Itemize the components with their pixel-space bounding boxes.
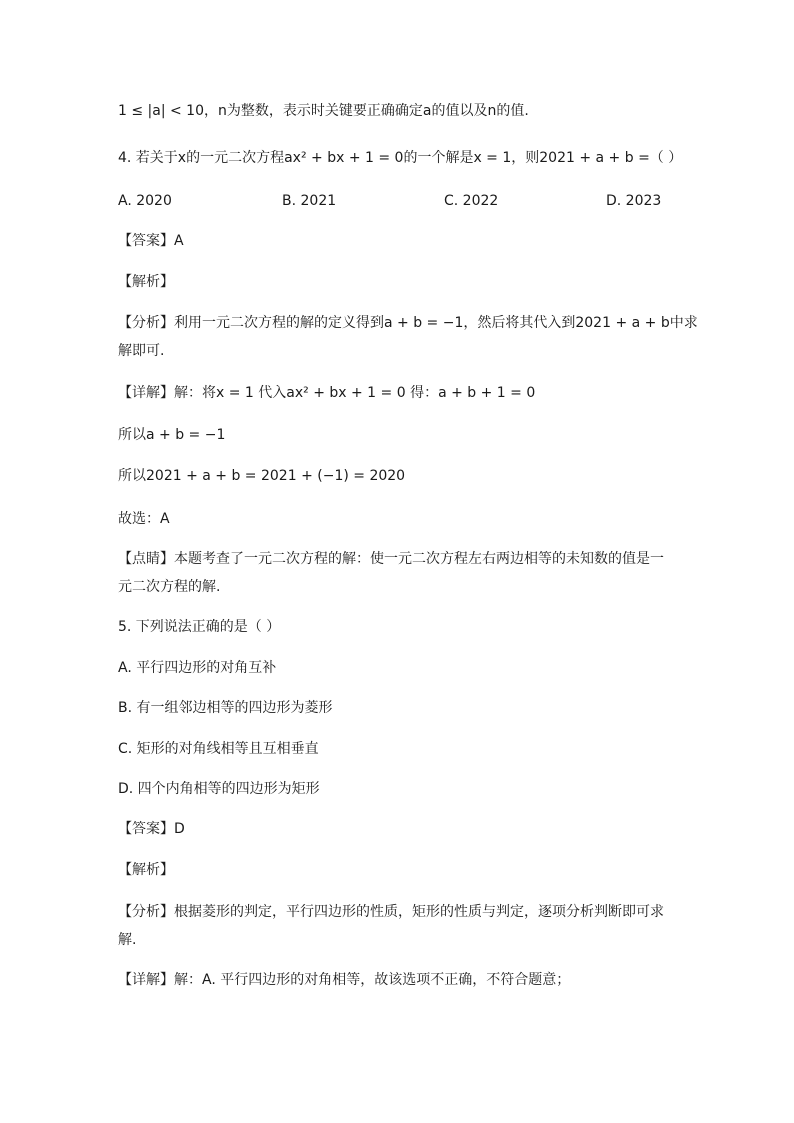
q5-analysis-heading: 【解析】 — [118, 862, 174, 878]
text-line-scientific-notation-note: 1 ≤ |a| < 10，n为整数，表示时关键要正确确定a的值以及n的值. — [118, 103, 529, 119]
q5-option-a: A. 平行四边形的对角互补 — [118, 660, 277, 676]
q4-option-d: D. 2023 — [606, 193, 662, 209]
q4-analysis-line-2: 解即可. — [118, 343, 165, 359]
q4-option-a: A. 2020 — [118, 193, 172, 209]
q5-answer: 【答案】D — [118, 821, 185, 837]
q5-option-d: D. 四个内角相等的四边形为矩形 — [118, 781, 320, 797]
q4-analysis-heading: 【解析】 — [118, 274, 174, 290]
q5-option-c: C. 矩形的对角线相等且互相垂直 — [118, 741, 319, 757]
q4-analysis-line-1: 【分析】利用一元二次方程的解的定义得到a + b = −1，然后将其代入到2021 + a + b中求 — [118, 315, 698, 331]
q4-answer: 【答案】A — [118, 233, 184, 249]
q4-step-2: 所以2021 + a + b = 2021 + (−1) = 2020 — [118, 468, 406, 484]
q4-option-c: C. 2022 — [444, 193, 499, 209]
q4-option-b: B. 2021 — [282, 193, 337, 209]
q4-step-1: 所以a + b = −1 — [118, 427, 226, 443]
q5-analysis-line-1: 【分析】根据菱形的判定，平行四边形的性质，矩形的性质与判定，逐项分析判断即可求 — [118, 904, 664, 920]
question-4-stem: 4. 若关于x的一元二次方程ax² + bx + 1 = 0的一个解是x = 1，则2021 + a + b =（ ） — [118, 150, 683, 166]
q5-analysis-line-2: 解. — [118, 932, 137, 948]
question-5-stem: 5. 下列说法正确的是（ ） — [118, 619, 281, 635]
q4-comment-line-2: 元二次方程的解. — [118, 579, 221, 595]
q5-detail-solution: 【详解】解：A. 平行四边形的对角相等，故该选项不正确，不符合题意； — [118, 972, 571, 988]
q4-detail-solution: 【详解】解：将x = 1 代入ax² + bx + 1 = 0 得：a + b + 1 = 0 — [118, 385, 536, 401]
q4-comment-line-1: 【点睛】本题考查了一元二次方程的解：使一元二次方程左右两边相等的未知数的值是一 — [118, 551, 664, 567]
q5-option-b: B. 有一组邻边相等的四边形为菱形 — [118, 700, 333, 716]
q4-choice: 故选：A — [118, 511, 170, 527]
